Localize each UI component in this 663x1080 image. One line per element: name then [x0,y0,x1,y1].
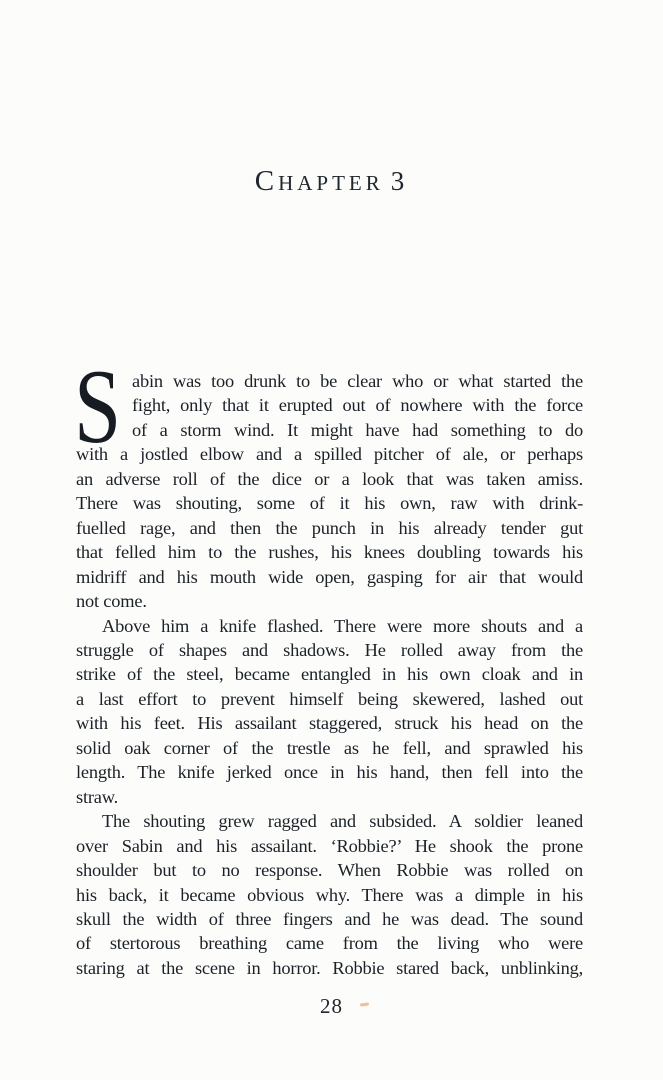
chapter-heading [0,166,663,201]
text-line: length. The knife jerked once in his hand, then fell into the [76,762,583,783]
text-line: his back, it became obvious why. There was a dimple in his [76,884,583,905]
text-line: skull the width of three fingers and he was dead. The sound [76,908,583,929]
text-line: solid oak corner of the trestle as he fell, and sprawled his [76,737,583,758]
text-line: shoulder but to no response. When Robbie was rolled on [76,860,583,881]
text-line: fight, only that it erupted out of nowhere with the force [132,395,583,416]
text-line: struggle of shapes and shadows. He rolled away from the [76,639,583,660]
text-line: an adverse roll of the dice or a look that was taken amiss. [76,468,583,489]
text-line: fuelled rage, and then the punch in his already tender gut [76,517,583,538]
chapter-heading-word: HAPTER [278,171,384,195]
text-line: with his feet. His assailant staggered, struck his head on the [76,713,583,734]
text-line: There was shouting, some of it his own, raw with drink- [76,493,583,514]
body-text [74,348,583,980]
text-line: strike of the steel, became entangled in his own cloak and in [76,664,583,685]
text-line: a last effort to prevent himself being skewered, lashed out [76,688,583,709]
paragraph [76,809,583,980]
text-line: The shouting grew ragged and subsided. A soldier leaned [102,811,583,832]
text-line: that felled him to the rushes, his knees doubling towards his [76,542,583,563]
text-line: with a jostled elbow and a spilled pitcher of ale, or perhaps [76,444,583,465]
paragraph [74,348,583,614]
chapter-number: 3 [390,166,409,196]
text-line: staring at the scene in horror. Robbie stared back, unblinking, [76,957,583,978]
text-line: of a storm wind. It might have had something to do [132,419,583,440]
drop-cap: S [74,348,122,465]
page-number: 28 [320,994,343,1018]
text-line: of stertorous breathing came from the living who were [76,933,583,954]
text-line: straw. [76,786,119,807]
text-line: abin was too drunk to be clear who or what started the [132,371,583,391]
chapter-heading-initial: C [254,165,279,197]
text-line: over Sabin and his assailant. ‘Robbie?’ He shook the prone [76,835,583,856]
text-line: midriff and his mouth wide open, gasping for air that would [76,566,583,587]
paragraph [76,614,583,810]
text-line: Above him a knife flashed. There were more shouts and a [102,615,583,636]
text-line: not come. [76,591,147,612]
